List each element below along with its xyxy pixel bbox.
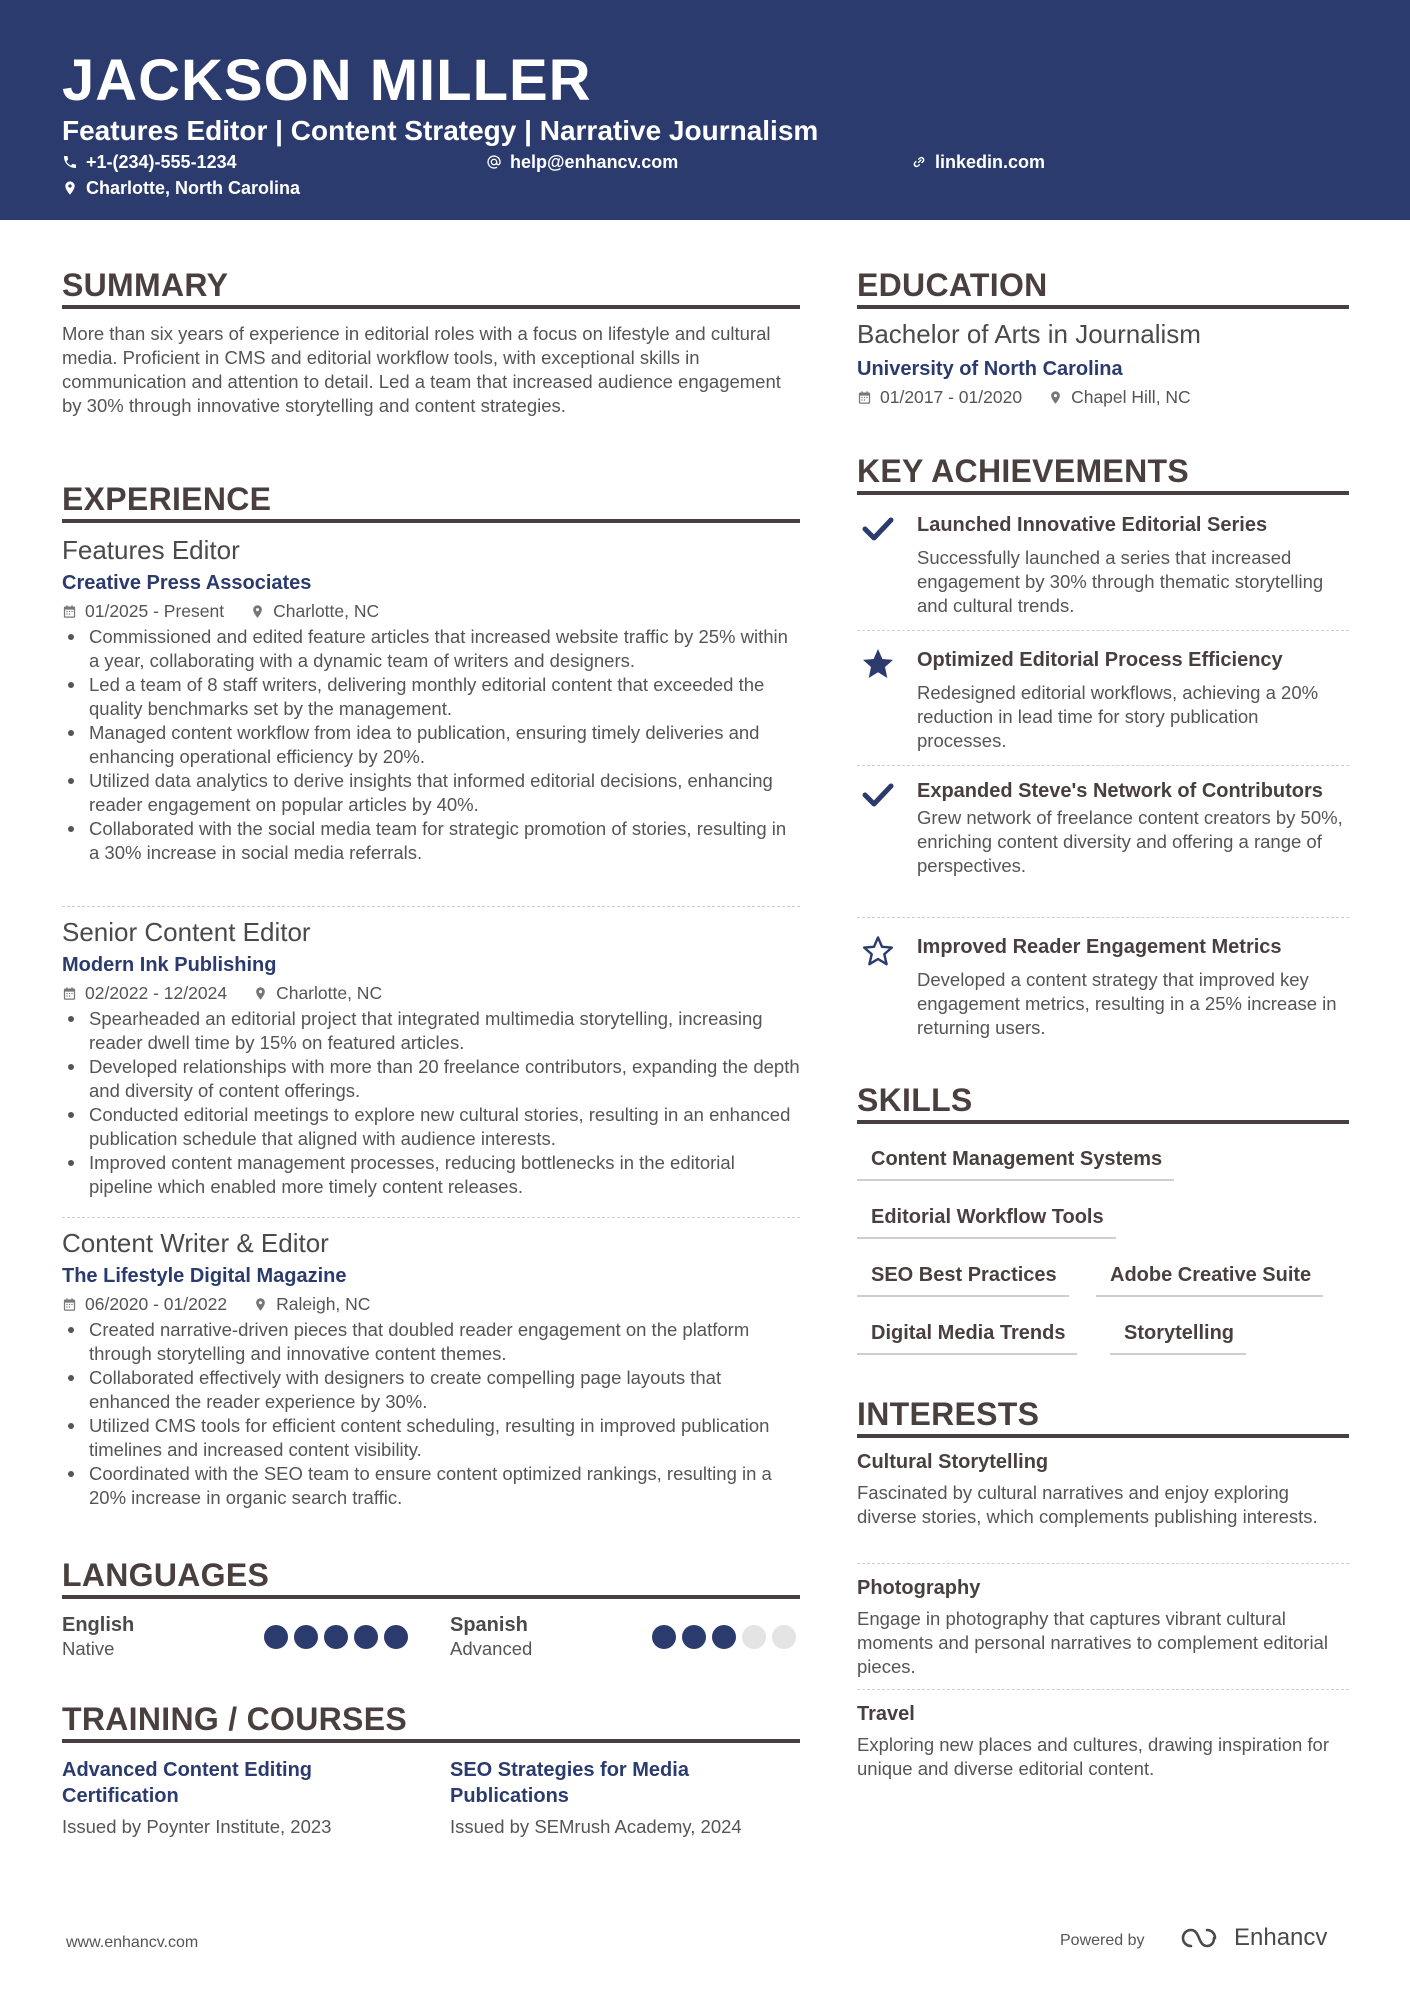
skills-rule xyxy=(857,1120,1349,1124)
job-bullets xyxy=(62,625,800,865)
achievements-rule xyxy=(857,491,1349,495)
achievement-divider xyxy=(857,765,1349,766)
summary-heading: SUMMARY xyxy=(62,267,229,303)
job-role: Features Editor xyxy=(62,535,240,565)
achievement-divider xyxy=(857,630,1349,631)
job-bullet: Coordinated with the SEO team to ensure content optimized rankings, resulting in a 20% increase in organic search traffic. xyxy=(62,1462,800,1510)
location-pin-icon xyxy=(62,180,78,196)
school-name: University of North Carolina xyxy=(857,358,1123,380)
rating-dot-filled xyxy=(712,1625,736,1649)
footer-website[interactable]: www.enhancv.com xyxy=(66,1934,199,1951)
job-bullet: Collaborated effectively with designers to create compelling page layouts that enhanced the reader experience by 30%. xyxy=(62,1366,800,1414)
job-role: Senior Content Editor xyxy=(62,917,311,947)
achievement-item xyxy=(857,934,1349,1040)
email-text: help@enhancv.com xyxy=(510,152,679,172)
skill-tag: Digital Media Trends xyxy=(857,1319,1077,1355)
course-title: Advanced Content Editing Certification xyxy=(62,1759,312,1807)
education-entry xyxy=(857,317,1349,409)
languages-heading: LANGUAGES xyxy=(62,1557,270,1593)
achievement-desc: Successfully launched a series that increased engagement by 30% through thematic storytelling and cultural trends. xyxy=(917,547,1324,616)
rating-dot-empty xyxy=(772,1625,796,1649)
experience-heading: EXPERIENCE xyxy=(62,481,272,517)
link-icon xyxy=(911,154,927,170)
resume-header xyxy=(0,0,1410,220)
job-bullet: Developed relationships with more than 20 freelance contributors, expanding the depth and diversity of content offerings. xyxy=(62,1055,800,1103)
job-dates: 01/2025 - Present xyxy=(85,601,225,621)
education-heading: EDUCATION xyxy=(857,267,1048,303)
skill-tag: Content Management Systems xyxy=(857,1145,1174,1181)
job-dates: 06/2020 - 01/2022 xyxy=(85,1294,228,1314)
interest-desc: Exploring new places and cultures, drawing inspiration for unique and diverse editorial content. xyxy=(857,1734,1330,1779)
course-title: SEO Strategies for Media Publications xyxy=(450,1759,689,1807)
enhancv-logo-icon xyxy=(1180,1926,1226,1950)
achievement-desc: Redesigned editorial workflows, achieving a 20% reduction in lead time for story publication processes. xyxy=(917,682,1319,751)
job-bullets xyxy=(62,1007,800,1199)
location-pin-icon xyxy=(250,604,265,619)
achievement-item xyxy=(857,512,1349,618)
languages-rule xyxy=(62,1595,800,1599)
interest-item xyxy=(857,1575,1349,1679)
footer-powered-by: Powered by xyxy=(1060,1932,1145,1949)
job-bullet: Managed content workflow from idea to publication, ensuring timely deliveries and enhancing operational efficiency by 20%. xyxy=(62,721,800,769)
job-bullet: Created narrative-driven pieces that doubled reader engagement on the platform through storytelling and innovative content themes. xyxy=(62,1318,800,1366)
rating-dot-filled xyxy=(294,1625,318,1649)
achievement-desc: Grew network of freelance content creators by 50%, enriching content diversity and offering a range of perspectives. xyxy=(917,807,1343,876)
skill-tag: Editorial Workflow Tools xyxy=(857,1203,1116,1239)
language-item xyxy=(450,1613,800,1661)
course-issuer: Issued by Poynter Institute, 2023 xyxy=(62,1816,332,1837)
rating-dot-empty xyxy=(742,1625,766,1649)
interest-divider xyxy=(857,1563,1349,1564)
language-rating xyxy=(652,1625,796,1649)
job-bullet: Utilized data analytics to derive insights that informed editorial decisions, enhancing reader engagement on popular articles by 40%. xyxy=(62,769,800,817)
job-entry xyxy=(62,1226,800,1510)
calendar-icon xyxy=(857,390,872,405)
skill-tag: Storytelling xyxy=(1110,1319,1246,1355)
job-company: The Lifestyle Digital Magazine xyxy=(62,1265,347,1287)
rating-dot-filled xyxy=(682,1625,706,1649)
rating-dot-filled xyxy=(264,1625,288,1649)
job-bullet: Led a team of 8 staff writers, delivering monthly editorial content that exceeded the quality benchmarks set by the management. xyxy=(62,673,800,721)
language-item xyxy=(62,1613,412,1661)
job-bullet: Collaborated with the social media team for strategic promotion of stories, resulting in a 30% increase in social media referrals. xyxy=(62,817,800,865)
training-heading: TRAINING / COURSES xyxy=(62,1701,407,1737)
job-meta xyxy=(62,599,800,623)
job-divider xyxy=(62,906,800,907)
at-icon xyxy=(486,154,502,170)
achievement-title: Improved Reader Engagement Metrics xyxy=(917,936,1282,958)
job-meta xyxy=(62,1292,800,1316)
star-filled-icon xyxy=(861,647,895,681)
check-icon xyxy=(861,778,895,812)
interest-desc: Engage in photography that captures vibrant cultural moments and personal narratives to complement editorial pieces. xyxy=(857,1608,1328,1677)
skill-tag: Adobe Creative Suite xyxy=(1096,1261,1323,1297)
interests-heading: INTERESTS xyxy=(857,1396,1040,1432)
training-rule xyxy=(62,1739,800,1743)
job-bullet: Commissioned and edited feature articles that increased website traffic by 25% within a year, collaborating with a dynamic team of writers and designers. xyxy=(62,625,800,673)
location-pin-icon xyxy=(1048,390,1063,405)
job-entry xyxy=(62,915,800,1199)
achievement-title: Optimized Editorial Process Efficiency xyxy=(917,649,1283,671)
phone-icon xyxy=(62,154,78,170)
phone-text: +1-(234)-555-1234 xyxy=(86,152,237,172)
location-pin-icon xyxy=(253,1297,268,1312)
job-bullets xyxy=(62,1318,800,1510)
language-name: English xyxy=(62,1614,135,1636)
job-meta xyxy=(62,981,800,1005)
course-item xyxy=(62,1757,402,1839)
enhancv-logo-text: Enhancv xyxy=(1234,1924,1328,1951)
interest-divider xyxy=(857,1689,1349,1690)
job-divider xyxy=(62,1217,800,1218)
degree: Bachelor of Arts in Journalism xyxy=(857,319,1201,349)
rating-dot-filled xyxy=(354,1625,378,1649)
candidate-title: Features Editor | Content Strategy | Narrative Journalism xyxy=(62,115,819,146)
achievement-divider xyxy=(857,917,1349,918)
course-issuer: Issued by SEMrush Academy, 2024 xyxy=(450,1816,742,1837)
summary-text: More than six years of experience in editorial roles with a focus on lifestyle and cultural media. Proficient in CMS and editorial workflow tools, with exceptional skills in communication and attention to detail. Led a team that increased audience engagement by 30% through innovative storytelling and content strategies. xyxy=(62,323,781,416)
calendar-icon xyxy=(62,1297,77,1312)
achievement-desc: Developed a content strategy that improved key engagement metrics, resulting in a 25% increase in returning users. xyxy=(917,969,1337,1038)
job-bullet: Utilized CMS tools for efficient content scheduling, resulting in improved publication timelines and increased content visibility. xyxy=(62,1414,800,1462)
education-meta xyxy=(857,385,1349,409)
check-icon xyxy=(861,512,895,546)
language-name: Spanish xyxy=(450,1614,528,1636)
interest-item xyxy=(857,1701,1349,1781)
job-company: Creative Press Associates xyxy=(62,572,312,594)
interests-rule xyxy=(857,1434,1349,1438)
contact-phone[interactable] xyxy=(62,150,237,174)
interest-title: Travel xyxy=(857,1703,915,1725)
calendar-icon xyxy=(62,986,77,1001)
achievement-item xyxy=(857,647,1349,753)
education-rule xyxy=(857,305,1349,309)
job-company: Modern Ink Publishing xyxy=(62,954,277,976)
job-location: Charlotte, NC xyxy=(273,601,380,621)
linkedin-text: linkedin.com xyxy=(935,152,1046,172)
experience-rule xyxy=(62,519,800,523)
skill-tag: SEO Best Practices xyxy=(857,1261,1069,1297)
language-level: Native xyxy=(62,1638,115,1659)
language-rating xyxy=(264,1625,408,1649)
contact-location xyxy=(62,176,300,200)
rating-dot-filled xyxy=(324,1625,348,1649)
job-location: Charlotte, NC xyxy=(276,983,383,1003)
interest-title: Photography xyxy=(857,1577,981,1599)
achievement-item xyxy=(857,778,1349,878)
achievement-title: Expanded Steve's Network of Contributors xyxy=(917,780,1323,802)
job-location: Raleigh, NC xyxy=(276,1294,371,1314)
skills-heading: SKILLS xyxy=(857,1082,973,1118)
job-bullet: Conducted editorial meetings to explore new cultural stories, resulting in an enhanced publication schedule that aligned with audience interests. xyxy=(62,1103,800,1151)
rating-dot-filled xyxy=(652,1625,676,1649)
job-bullet: Spearheaded an editorial project that integrated multimedia storytelling, increasing reader dwell time by 15% on featured articles. xyxy=(62,1007,800,1055)
location-text: Charlotte, North Carolina xyxy=(86,178,301,198)
job-bullet: Improved content management processes, reducing bottlenecks in the editorial pipeline which enabled more timely content releases. xyxy=(62,1151,800,1199)
job-role: Content Writer & Editor xyxy=(62,1228,329,1258)
course-item xyxy=(450,1757,790,1839)
calendar-icon xyxy=(62,604,77,619)
location-pin-icon xyxy=(253,986,268,1001)
language-level: Advanced xyxy=(450,1638,533,1659)
interest-item xyxy=(857,1449,1349,1529)
contact-linkedin[interactable] xyxy=(911,150,1045,174)
education-location: Chapel Hill, NC xyxy=(1071,387,1191,407)
enhancv-logo[interactable] xyxy=(1180,1924,1327,1952)
achievement-title: Launched Innovative Editorial Series xyxy=(917,514,1268,536)
achievements-heading: KEY ACHIEVEMENTS xyxy=(857,453,1189,489)
interest-desc: Fascinated by cultural narratives and enjoy exploring diverse stories, which complements publishing interests. xyxy=(857,1482,1318,1527)
candidate-name: JACKSON MILLER xyxy=(62,48,592,113)
contact-email[interactable] xyxy=(486,150,678,174)
job-entry xyxy=(62,533,800,865)
summary-rule xyxy=(62,305,800,309)
job-dates: 02/2022 - 12/2024 xyxy=(85,983,228,1003)
interest-title: Cultural Storytelling xyxy=(857,1451,1049,1473)
rating-dot-filled xyxy=(384,1625,408,1649)
star-outline-icon xyxy=(861,934,895,968)
education-dates: 01/2017 - 01/2020 xyxy=(880,387,1023,407)
